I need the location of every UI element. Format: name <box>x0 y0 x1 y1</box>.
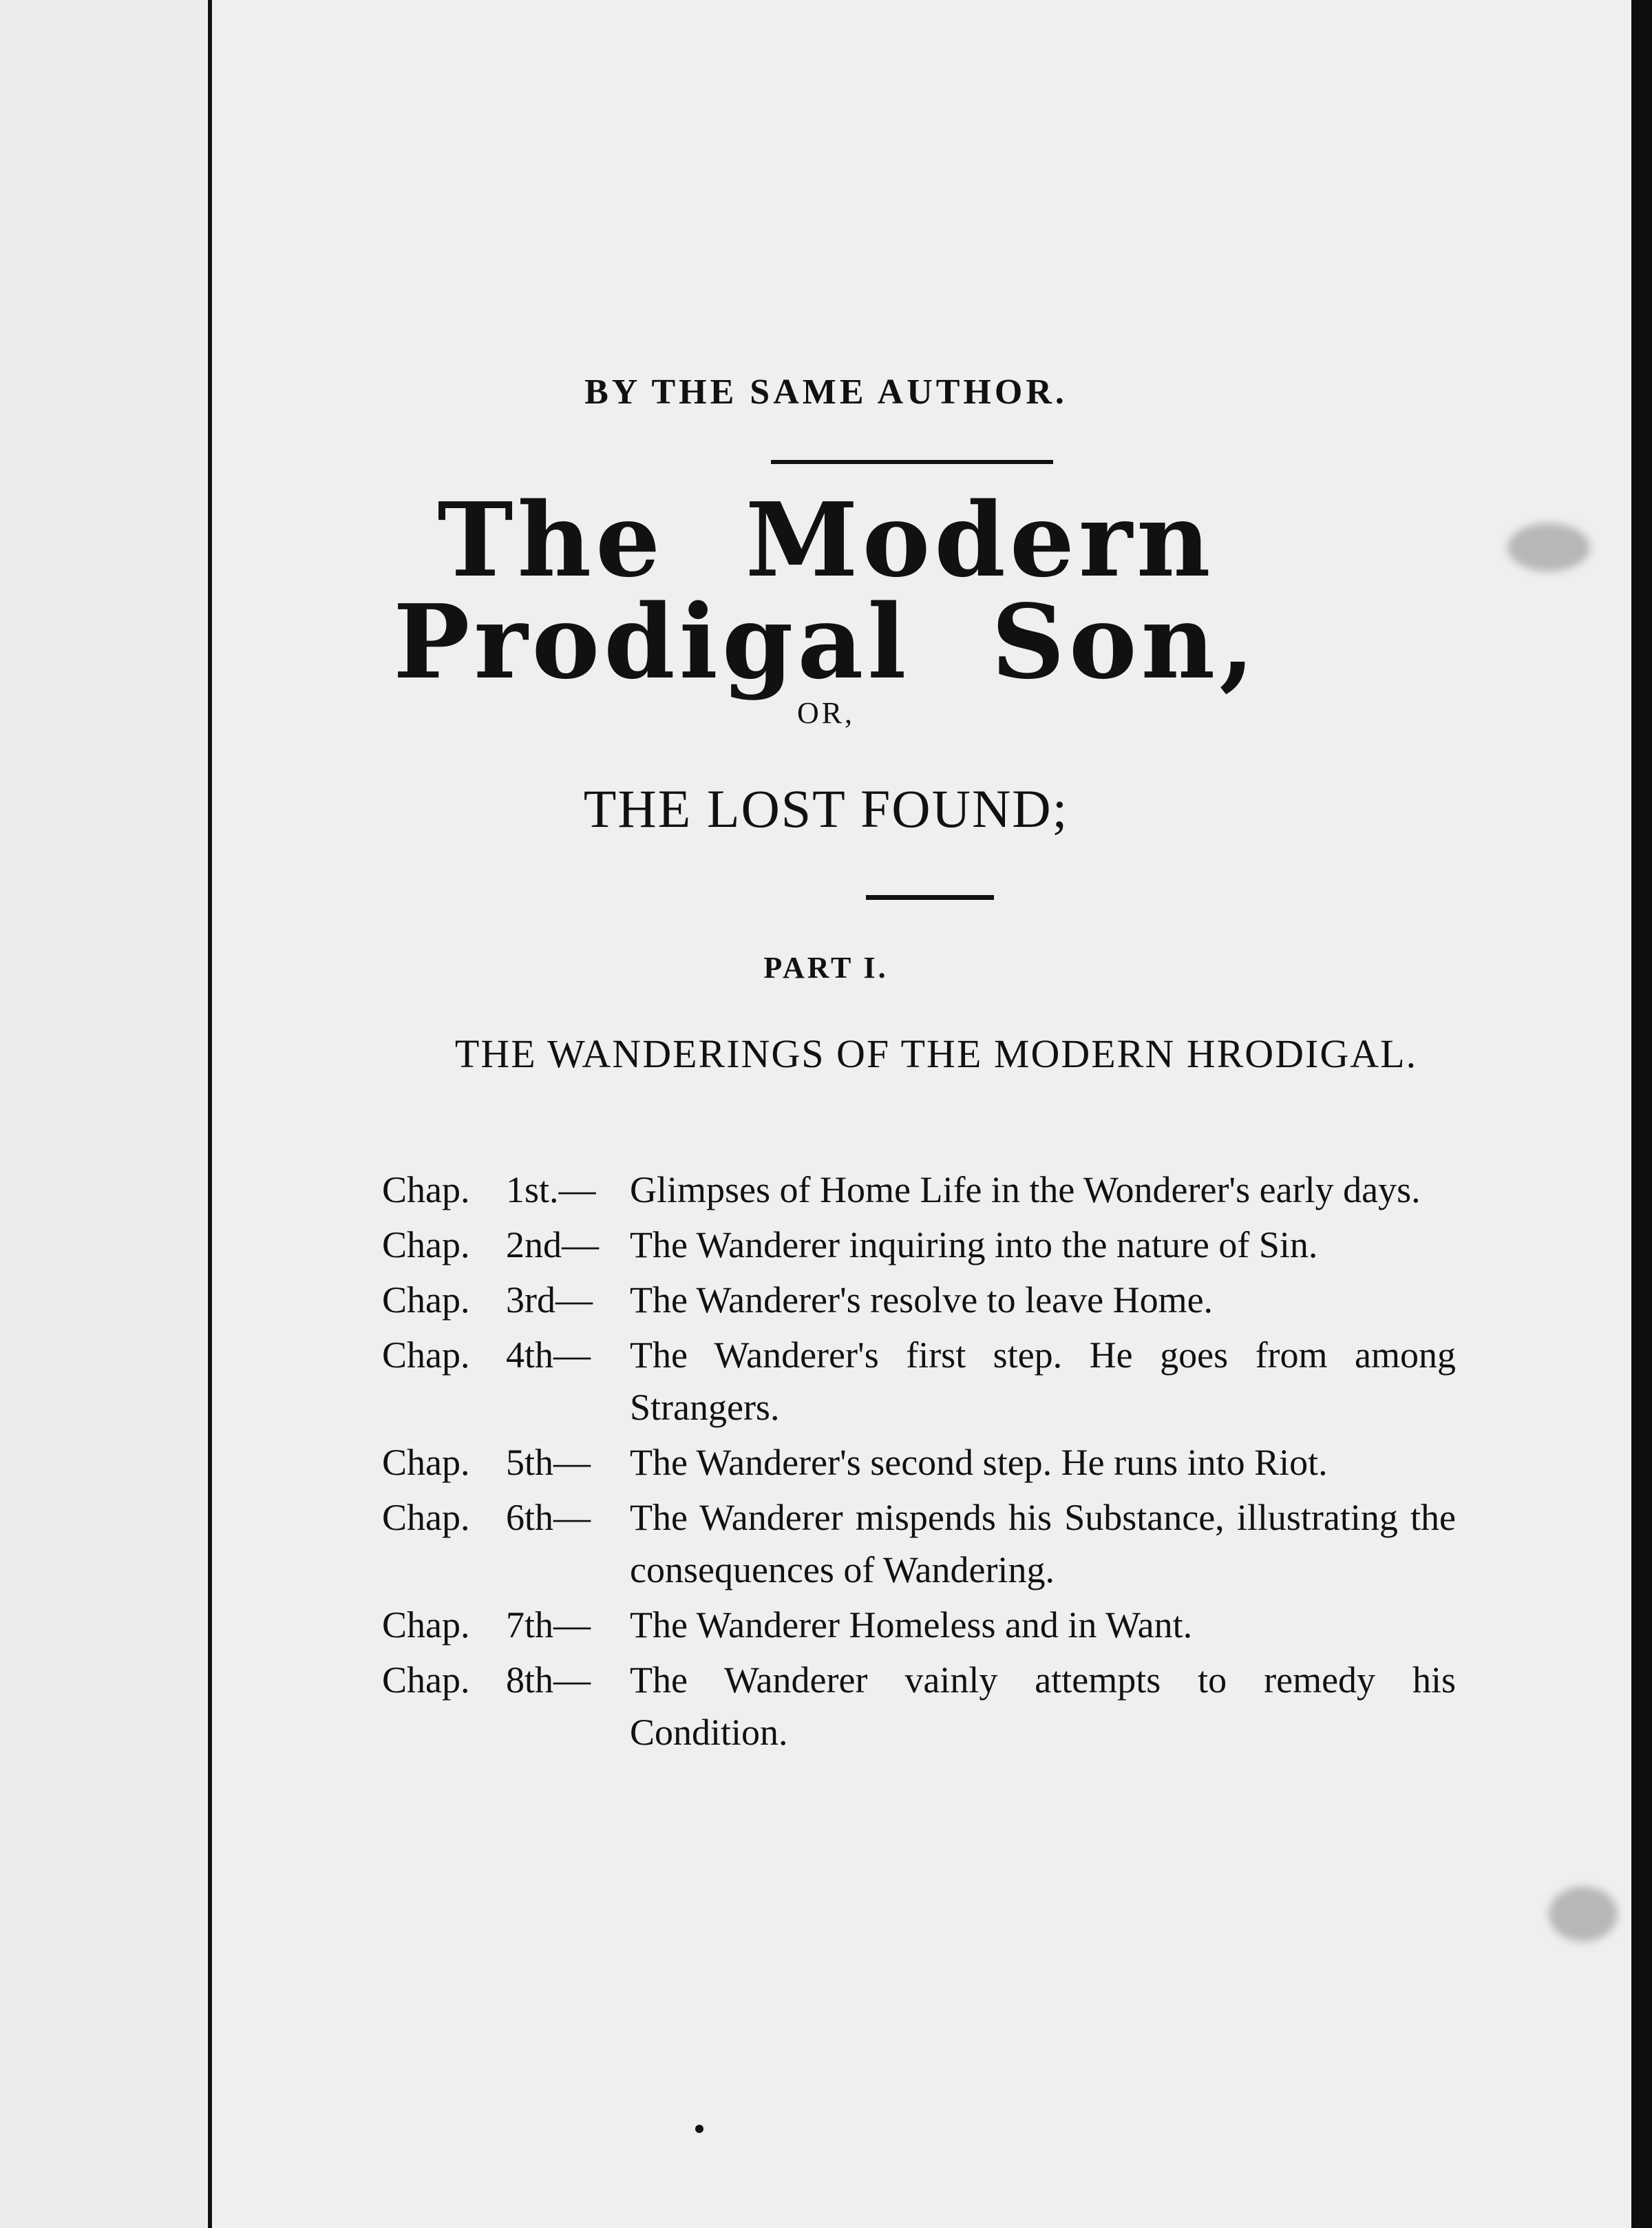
toc-chap-label: Chap. <box>382 1604 470 1646</box>
book-page <box>213 0 1631 2228</box>
toc-chap-label: Chap. <box>382 1279 470 1321</box>
toc-chap-label: Chap. <box>382 1334 470 1376</box>
page-mark <box>695 2125 703 2133</box>
toc-entry <box>382 1219 1456 1271</box>
toc-chap-title: The Wanderer Homeless and in Want. <box>630 1604 1193 1646</box>
toc-chap-number: 4th— <box>506 1334 591 1376</box>
toc-entry <box>382 1436 1456 1489</box>
toc-chap-number: 3rd— <box>506 1279 593 1321</box>
page-edge-shadow <box>1631 0 1652 2228</box>
toc-chap-number: 2nd— <box>506 1224 599 1265</box>
toc-entry <box>382 1329 1456 1433</box>
divider-rule <box>866 895 994 900</box>
table-of-contents <box>382 1164 1456 1761</box>
toc-chap-title: The Wanderer's first step. He goes from among Strangers. <box>630 1334 1456 1428</box>
toc-entry <box>382 1654 1456 1758</box>
toc-chap-label: Chap. <box>382 1224 470 1265</box>
ink-stain <box>1507 523 1590 571</box>
toc-chap-title: The Wanderer vainly attempts to remedy his Condition. <box>630 1659 1456 1753</box>
section-title: THE WANDERINGS OF THE MODERN HRODIGAL. <box>454 1031 1418 1076</box>
toc-chap-title: The Wanderer mispends his Substance, illustrating the consequences of Wandering. <box>630 1497 1456 1590</box>
toc-entry <box>382 1164 1456 1216</box>
toc-chap-title: The Wanderer's resolve to leave Home. <box>630 1279 1214 1321</box>
toc-chap-number: 1st.— <box>506 1169 596 1210</box>
book-subtitle: THE LOST FOUND; <box>583 779 1069 839</box>
toc-chap-label: Chap. <box>382 1497 470 1538</box>
toc-chap-number: 5th— <box>506 1442 591 1483</box>
facing-page-edge <box>0 0 206 2228</box>
binding-gutter <box>208 0 212 2228</box>
toc-entry <box>382 1599 1456 1651</box>
toc-chap-title: The Wanderer's second step. He runs into Riot. <box>630 1442 1328 1483</box>
or-label: OR, <box>796 696 856 730</box>
book-title: The Modern Prodigal Son, <box>393 480 1259 702</box>
toc-chap-title: The Wanderer inquiring into the nature of Sin. <box>630 1224 1318 1265</box>
toc-entry <box>382 1491 1456 1596</box>
toc-entry <box>382 1274 1456 1326</box>
toc-chap-title: Glimpses of Home Life in the Wonderer's early days. <box>630 1169 1421 1210</box>
toc-chap-label: Chap. <box>382 1169 470 1210</box>
toc-chap-number: 7th— <box>506 1604 591 1646</box>
ink-stain <box>1549 1887 1618 1942</box>
toc-chap-label: Chap. <box>382 1659 470 1701</box>
divider-rule <box>771 460 1053 464</box>
toc-chap-number: 6th— <box>506 1497 591 1538</box>
part-label: PART I. <box>763 951 889 985</box>
toc-chap-label: Chap. <box>382 1442 470 1483</box>
toc-chap-number: 8th— <box>506 1659 591 1701</box>
by-same-author-heading: BY THE SAME AUTHOR. <box>584 372 1068 412</box>
